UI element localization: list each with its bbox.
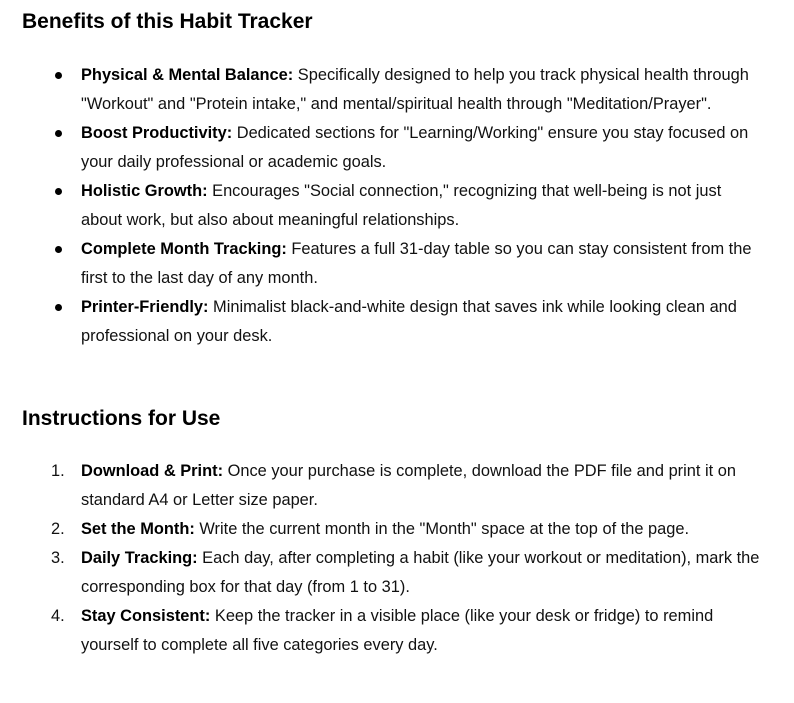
instruction-item-stay-consistent (0, 602, 794, 660)
list-number: 2. (51, 520, 65, 538)
list-number: 4. (51, 607, 65, 625)
instruction-lead: Download & Print: (81, 462, 224, 480)
benefit-item-printer-friendly (0, 293, 794, 351)
benefits-heading: Benefits of this Habit Tracker (22, 10, 313, 33)
benefit-lead: Physical & Mental Balance: (81, 66, 294, 84)
benefit-lead: Printer-Friendly: (81, 298, 209, 316)
instruction-lead: Set the Month: (81, 520, 195, 538)
instruction-text: Once your purchase is complete, download the PDF file and print it on standard A4 or Letter size paper. (81, 462, 736, 509)
bullet-icon (55, 130, 62, 137)
list-number: 1. (51, 462, 65, 480)
benefit-text: Dedicated sections for "Learning/Working" ensure you stay focused on your daily professional or academic goals. (81, 124, 749, 171)
instructions-heading: Instructions for Use (22, 407, 221, 430)
benefit-text: Specifically designed to help you track physical health through "Workout" and "Protein intake," and mental/spiritual health through "Meditation/Prayer". (81, 66, 749, 113)
benefit-item-complete-month-tracking (0, 235, 794, 293)
instruction-text: Each day, after completing a habit (like your workout or meditation), mark the corresponding box for that day (from 1 to 31). (81, 549, 760, 596)
benefit-item-holistic-growth (0, 177, 794, 235)
benefit-text: Minimalist black-and-white design that saves ink while looking clean and professional on your desk. (81, 298, 737, 345)
benefit-lead: Complete Month Tracking: (81, 240, 287, 258)
bullet-icon (55, 246, 62, 253)
instruction-text: Keep the tracker in a visible place (like your desk or fridge) to remind yourself to complete all five categories every day. (81, 607, 714, 654)
benefit-text: Features a full 31-day table so you can stay consistent from the first to the last day of any month. (81, 240, 752, 287)
benefit-item-physical-mental-balance (0, 61, 794, 119)
instruction-lead: Daily Tracking: (81, 549, 198, 567)
instructions-list (0, 457, 794, 660)
list-number: 3. (51, 549, 65, 567)
instruction-item-download-print (0, 457, 794, 515)
benefit-lead: Boost Productivity: (81, 124, 233, 142)
benefit-text: Encourages "Social connection," recognizing that well-being is not just about work, but also about meaningful relationships. (81, 182, 722, 229)
benefits-list (0, 61, 794, 351)
instruction-item-daily-tracking (0, 544, 794, 602)
bullet-icon (55, 72, 62, 79)
instruction-lead: Stay Consistent: (81, 607, 211, 625)
instruction-text: Write the current month in the "Month" space at the top of the page. (194, 520, 690, 538)
bullet-icon (55, 188, 62, 195)
benefit-lead: Holistic Growth: (81, 182, 208, 200)
instruction-item-set-month (0, 515, 794, 544)
bullet-icon (55, 304, 62, 311)
benefit-item-boost-productivity (0, 119, 794, 177)
